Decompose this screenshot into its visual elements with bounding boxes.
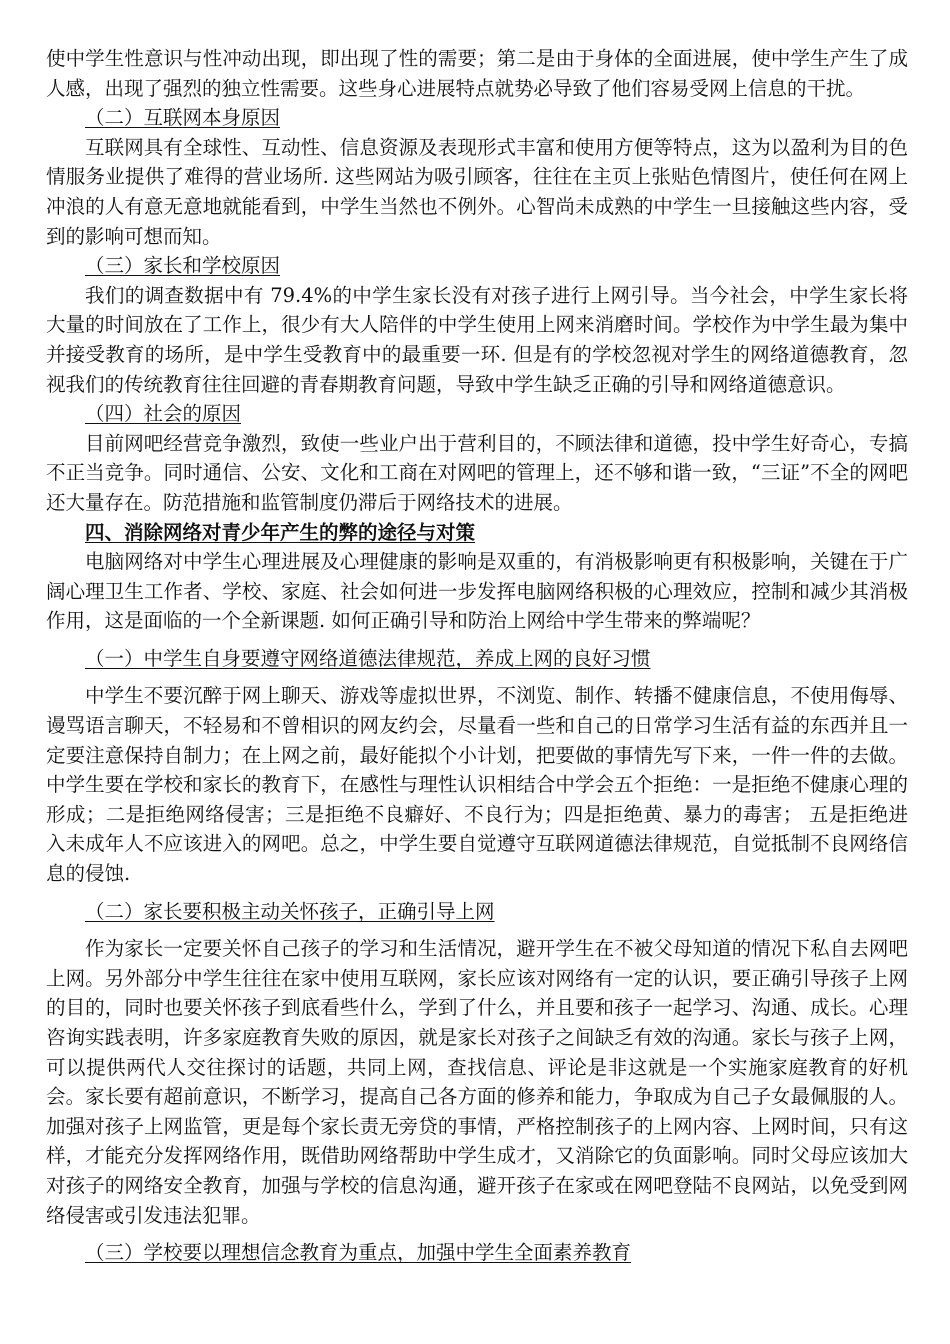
subheading-student-self-discipline: （一）中学生自身要遵守网络道德法律规范，养成上网的良好习惯	[85, 646, 651, 670]
paragraph-body: 互联网具有全球性、互动性、信息资源及表现形式丰富和使用方便等特点，这为以盈利为目的色情服务业提供了难得的营业场所. 这些网站为吸引顾客，往往在主页上张贴色情图片，使任何在网上冲浪的人有意无意地就能看到，中学生当然也不例外。心智尚未成熟的中学生一旦接触这些内容，受到的影响可想而知。	[46, 135, 908, 248]
paragraph-body: 作为家长一定要关怀自己孩子的学习和生活情况，避开学生在不被父母知道的情况下私自去网吧上网。另外部分中学生往往在家中使用互联网，家长应该对网络有一定的认识，要正确引导孩子上网的目的，同时也要关怀孩子到底看些什么，学到了什么，并且要和孩子一起学习、沟通、成长。心理咨询实践表明，许多家庭教育失败的原因，就是家长对孩子之间缺乏有效的沟通。家长与孩子上网，可以提供两代人交往探讨的话题，共同上网，查找信息、评论是非这就是一个实施家庭教育的好机会。家长要有超前意识，不断学习，提高自己各方面的修养和能力，争取成为自己子女最佩服的人。加强对孩子上网监管，更是每个家长责无旁贷的事情，严格控制孩子的上网内容、上网时间，只有这样，才能充分发挥网络作用，既借助网络帮助中学生成才，又消除它的负面影响。同时父母应该加大对孩子的网络安全教育，加强与学校的信息沟通，避开孩子在家或在网吧登陆不良网站，以免受到网络侵害或引发违法犯罪。	[46, 937, 908, 1227]
paragraph-body: 中学生不要沉醉于网上聊天、游戏等虚拟世界，不浏览、制作、转播不健康信息，不使用侮辱、谩骂语言聊天，不轻易和不曾相识的网友约会，尽量看一些和自己的日常学习生活有益的东西并且一定要注意保持自制力；在上网之前，最好能拟个小计划，把要做的事情先写下来，一件一件的去做。中学生要在学校和家长的教育下，在感性与理性认识相结合中学会五个拒绝：一是拒绝不健康心理的形成；二是拒绝网络侵害；三是拒绝不良癖好、不良行为；四是拒绝黄、暴力的毒害； 五是拒绝进入未成年人不应该进入的网吧。总之，中学生要自觉遵守互联网道德法律规范，自觉抵制不良网络信息的侵蚀.	[46, 684, 908, 886]
section-heading-countermeasures: 四、消除网络对青少年产生的弊的途径与对策	[85, 520, 476, 544]
paragraph-body: 我们的调查数据中有 79.4%的中学生家长没有对孩子进行上网引导。当今社会，中学生家长将大量的时间放在了工作上，很少有大人陪伴的中学生使用上网来消磨时间。学校作为中学生最为集中并接受教育的场所，是中学生受教育中的最重要一环. 但是有的学校忽视对学生的网络道德教育，忽视我们的传统教育往往回避的青春期教育问题，导致中学生缺乏正确的引导和网络道德意识。	[46, 283, 908, 396]
subheading-parent-guidance: （二）家长要积极主动关怀孩子，正确引导上网	[85, 899, 495, 923]
subheading-school-education: （三）学校要以理想信念教育为重点，加强中学生全面素养教育	[85, 1241, 632, 1265]
paragraph-body: 电脑网络对中学生心理进展及心理健康的影响是双重的，有消极影响更有积极影响，关键在于广阔心理卫生工作者、学校、家庭、社会如何进一步发挥电脑网络积极的心理效应，控制和减少其消极作用，这是面临的一个全新课题. 如何正确引导和防治上网给中学生带来的弊端呢？	[46, 550, 908, 633]
paragraph-body: 使中学生性意识与性冲动出现，即出现了性的需要；第二是由于身体的全面进展，使中学生产生了成人感，出现了强烈的独立性需要。这些身心进展特点就势必导致了他们容易受网上信息的干扰。	[46, 47, 908, 100]
paragraph-body: 目前网吧经营竞争激烈，致使一些业户出于营利目的，不顾法律和道德，投中学生好奇心，专搞不正当竞争。同时通信、公安、文化和工商在对网吧的管理上，还不够和谐一致，“三证”不全的网吧还大量存在。防范措施和监管制度仍滞后于网络技术的进展。	[46, 431, 908, 514]
subheading-social-causes: （四）社会的原因	[85, 402, 242, 426]
subheading-internet-causes: （二）互联网本身原因	[85, 106, 281, 130]
document-page	[46, 44, 908, 1268]
subheading-parent-school-causes: （三）家长和学校原因	[85, 254, 281, 278]
